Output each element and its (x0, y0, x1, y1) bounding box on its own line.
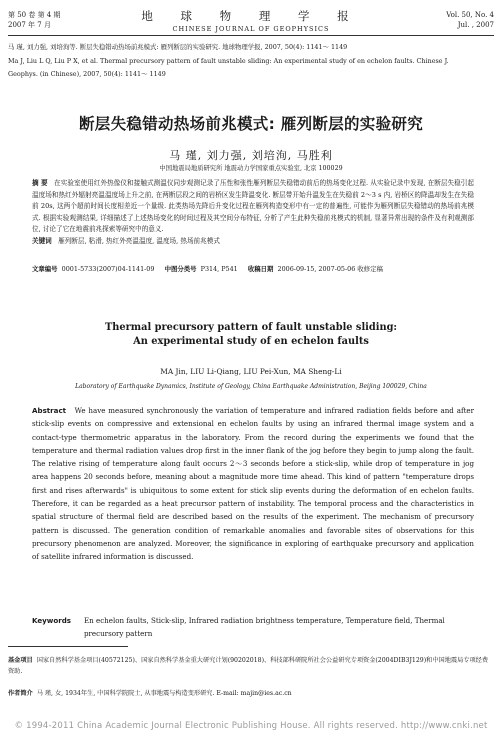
citation-en-line1: Ma J, Liu L Q, Liu P X, et al. Thermal precursory pattern of fault unstable sliding: An experimental study of en echelon faults. Chinese J. (8, 57, 449, 65)
keywords-cn (32, 236, 474, 248)
received-date: 2006-09-15, 2007-05-06 收修定稿 (277, 265, 383, 273)
article-title-cn: 断层失稳错动热场前兆模式: 雁列断层的实验研究 (79, 115, 423, 133)
keywords-en (32, 614, 474, 641)
journal-title-en: CHINESE JOURNAL OF GEOPHYSICS (172, 25, 330, 33)
article-meta (32, 264, 482, 274)
abstract-cn-text: 在实验室使用红外热像仪和接触式测温仪同步观测记录了压性和张性雁列断层失稳错动前后的热场变化过程. 从实验记录中发现, 在断层失稳引起温度场和热红外辐射亮温温度场上升之前, 在两断层段之间的岩桥区发生降温变化. 断层带开始升温发生在失稳前 2～3 s 内, 岩桥区的降温却发生在失稳前 20s, 这两个超前时间长度相差近一个量级. 此类热场先降后升变化过程在雁列构造变形中有一定的普遍性, 可能作为雁列断层失稳错动的热场前兆模式. 根据实验观测结果, 详细描述了上述热场变化的时间过程及其空间分布特征, 分析了产生此种失稳前兆模式的机制, 显著异常出现的条件及有利观测部位, 讨论了它在地震前兆探索等研究中的意义. (32, 179, 474, 234)
header-rule (8, 35, 494, 36)
abstract-en-label: Abstract (32, 406, 67, 415)
article-no: 0001-5733(2007)04-1141-09 (61, 265, 155, 273)
article-title-en-line1: Thermal precursory pattern of fault unstable sliding: (104, 322, 398, 333)
keywords-cn-text: 雁列断层, 粘滑, 热红外亮温温度, 温度场, 热场前兆模式 (58, 236, 220, 245)
affiliation-cn: 中国地震局地质研究所 地震动力学国家重点实验室, 北京 100029 (159, 165, 343, 172)
abstract-cn-label: 摘 要 (32, 179, 48, 187)
volume-issue: 第 50 卷 第 4 期 (8, 11, 61, 19)
authors-en: MA Jin, LIU Li-Qiang, LIU Pei-Xun, MA Sheng-Li (160, 367, 342, 376)
abstract-en-text: We have measured synchronously the variation of temperature and infrared radiation fields before and after stick-slip events on compressive and extensional en echelon faults by using an infrared thermal image system and a contact-type thermometric apparatus in the laboratory. From the record during the experiments we found that the temperature and thermal radiation values drop first in the inner flank of the jog before they begin to jump along the fault. The relative rising of temperature along fault occurs 2～3 seconds before a stick-slip, while drop of temperature in jog area happens 20 seconds before, meaning about a magnitude more time ahead. This kind of pattern "temperature drops first and rises afterwards" is ubiquitous to some extent for stick slip events during the deformation of en echelon faults. Therefore, it can be regarded as a heat precursor pattern of instability. The temporal process and the characteristics in spatial structure of thermal field are described based on the results of the experiment. The mechanism of precursory pattern is discussed. The generation condition of remarkable anomalies and favorable sites of observations for this precursory phenomenon are analyzed. Moreover, the significance in exploring of earthquake precursory and application of satellite infrared information is discussed. (32, 406, 475, 562)
clc-code: P314, P541 (200, 265, 238, 273)
copyright-notice: © 1994-2011 China Academic Journal Electronic Publishing House. All rights reserved. http://www.cnki.net (14, 721, 488, 731)
fund-text: 国家自然科学基金项目(40572125)、国家自然科学基金重大研究计划(90202018)、科技部科研院所社会公益研究专项资金(2004DIB3J129)和中国地震局专项经费资助. (8, 657, 489, 675)
header-center (0, 8, 502, 33)
received-label: 收稿日期 (247, 265, 274, 273)
affiliation-en: Laboratory of Earthquake Dynamics, Institute of Geology, China Earthquake Administration, Beijing 100029, China (75, 383, 427, 390)
abstract-en (32, 404, 474, 564)
volume-issue-en: Vol. 50, No. 4 (446, 11, 494, 19)
article-title-en-line2: An experimental study of en echelon faults (133, 336, 369, 347)
issue-date-en: Jul. , 2007 (457, 21, 494, 29)
footnote-author (8, 688, 494, 699)
keywords-en-label: Keywords (32, 616, 72, 625)
clc-label: 中图分类号 (164, 265, 197, 273)
keywords-cn-label: 关键词 (32, 236, 52, 245)
header-right (446, 10, 494, 30)
citation-cn: 马 瑾, 刘力强, 刘培洵等. 断层失稳错动热场前兆模式: 雁列断层的实验研究. 地球物理学报, 2007, 50(4): 1141～ 1149 (8, 43, 348, 51)
fund-label: 基金项目 (8, 657, 33, 664)
article-title-en (0, 321, 502, 349)
issue-date: 2007 年 7 月 (8, 21, 51, 29)
journal-title-cn: 地 球 物 理 学 报 (141, 9, 361, 23)
author-info-text: 马 瑾, 女, 1934年生, 中国科学院院士, 从事地震与构造变形研究. E-mail: majin@ies.ac.cn (36, 690, 292, 697)
authors-cn: 马 瑾, 刘力强, 刘培洵, 马胜利 (169, 149, 333, 162)
keywords-en-text: En echelon faults, Stick-slip, Infrared radiation brightness temperature, Temperature field, Thermal precursory pattern (84, 616, 445, 639)
article-no-label: 文章编号 (32, 265, 58, 273)
abstract-cn (32, 178, 474, 248)
citation-en-line2: Geophys. (in Chinese), 2007, 50(4): 1141～ 1149 (8, 70, 166, 78)
footnote-rule (8, 646, 128, 647)
footnote-fund (8, 655, 494, 677)
author-info-label: 作者简介 (8, 690, 33, 697)
